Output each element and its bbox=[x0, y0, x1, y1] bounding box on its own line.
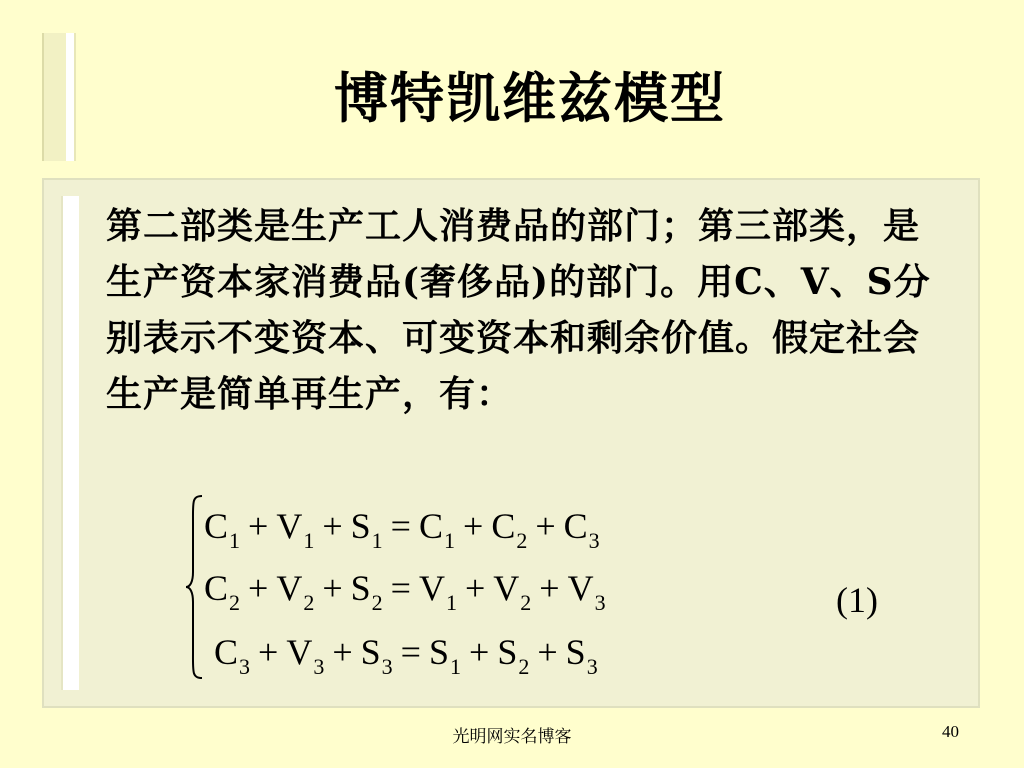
equation-term: $S_2$ bbox=[350, 568, 383, 615]
plus-sign: + bbox=[535, 506, 556, 546]
plus-sign: + bbox=[464, 568, 486, 608]
equation-term: $C_2$ bbox=[204, 568, 241, 615]
equation-term: $V_2$ bbox=[276, 568, 315, 615]
equation-row bbox=[214, 622, 754, 682]
plus-sign: + bbox=[463, 506, 484, 546]
left-brace bbox=[184, 492, 204, 682]
equation-system bbox=[184, 492, 744, 692]
equation-term: $C_1$ bbox=[418, 506, 455, 553]
content-accent-bar bbox=[61, 196, 79, 690]
plus-sign: + bbox=[332, 632, 353, 672]
equation-term: $V_1$ bbox=[418, 568, 457, 615]
equation-term: $C_1$ bbox=[204, 506, 241, 553]
title-accent-bar bbox=[42, 33, 76, 161]
equals-sign: = bbox=[390, 568, 411, 608]
plus-sign: + bbox=[258, 632, 279, 672]
body-text: 第二部类是生产工人消费品的部门；第三部类，是生产资本家消费品(奢侈品)的部门。用C、V、S分别表示不变资本、可变资本和剩余价值。假定社会生产是简单再生产，有： bbox=[106, 205, 931, 415]
equation-term: $V_3$ bbox=[286, 632, 325, 679]
plus-sign: + bbox=[322, 506, 343, 546]
equation-row bbox=[204, 558, 744, 618]
plus-sign: + bbox=[537, 632, 558, 672]
plus-sign: + bbox=[248, 506, 269, 546]
equation-term: $C_3$ bbox=[563, 506, 600, 553]
plus-sign: + bbox=[469, 632, 490, 672]
equation-term: $V_2$ bbox=[493, 568, 532, 615]
plus-sign: + bbox=[539, 568, 560, 608]
content-box bbox=[42, 178, 980, 708]
equation-term: $S_1$ bbox=[350, 506, 383, 553]
plus-sign: + bbox=[248, 568, 269, 608]
equation-number: (1) bbox=[836, 580, 878, 620]
equation-term: $S_1$ bbox=[428, 632, 462, 679]
equation-term: $C_3$ bbox=[214, 632, 251, 679]
equals-sign: = bbox=[400, 632, 421, 672]
equation-row bbox=[204, 496, 744, 556]
plus-sign: + bbox=[322, 568, 343, 608]
page-number: 40 bbox=[942, 722, 959, 741]
slide-title: 博特凯维兹模型 bbox=[334, 66, 726, 130]
equation-term: $V_1$ bbox=[276, 506, 315, 553]
equals-sign: = bbox=[390, 506, 411, 546]
footer-source: 光明网实名博客 bbox=[452, 727, 572, 747]
equation-term: $V_3$ bbox=[567, 568, 606, 615]
equation-term: $S_3$ bbox=[360, 632, 393, 679]
equation-term: $S_2$ bbox=[497, 632, 530, 679]
equation-term: $S_3$ bbox=[565, 632, 598, 679]
equation-term: $C_2$ bbox=[491, 506, 528, 553]
